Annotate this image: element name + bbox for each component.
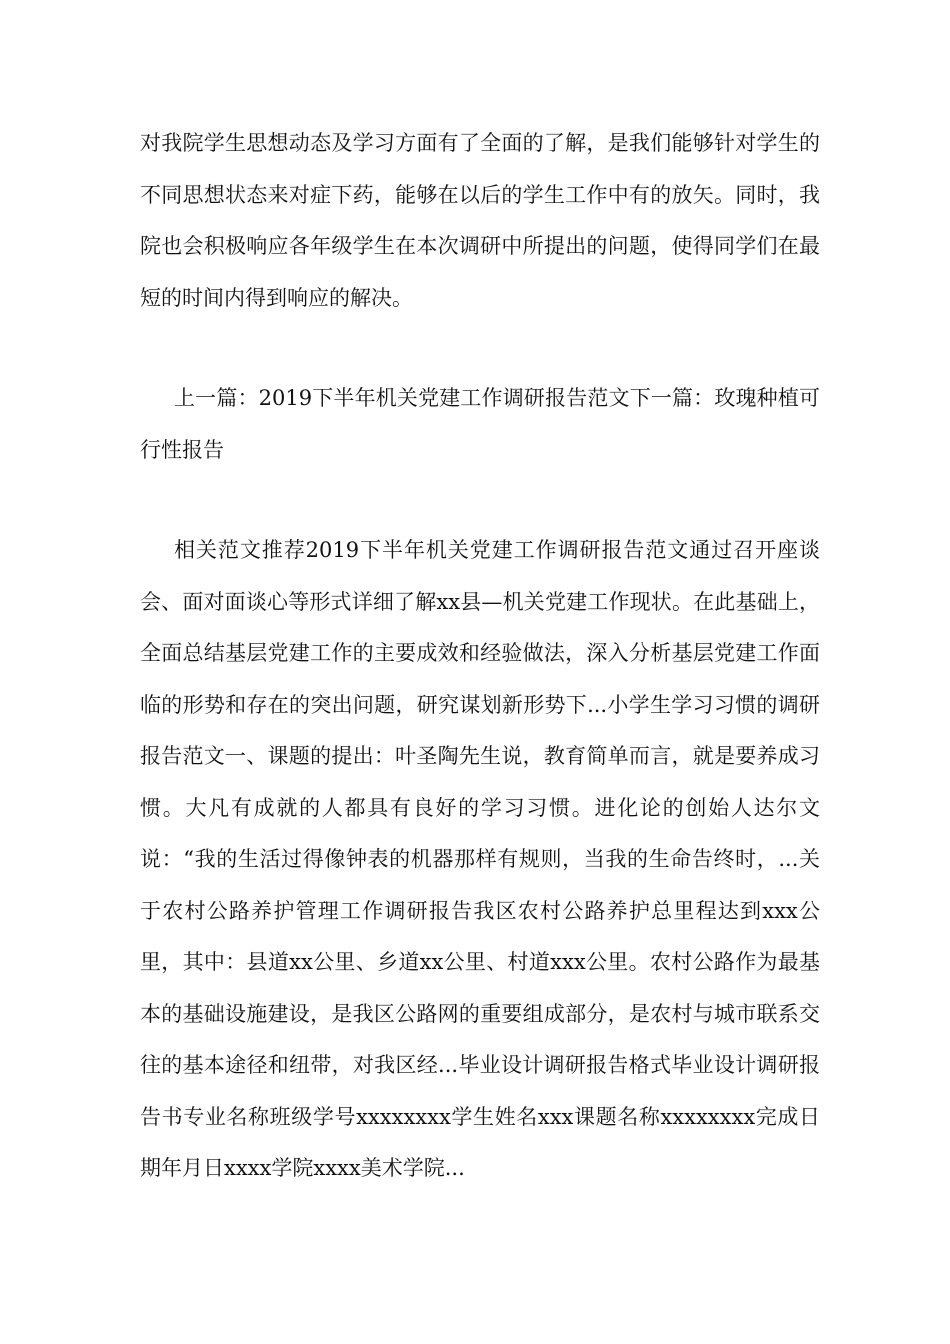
article-navigation[interactable]: 上一篇：2019下半年机关党建工作调研报告范文下一篇：玫瑰种植可行性报告 [140,386,820,462]
closing-paragraph: 对我院学生思想动态及学习方面有了全面的了解，是我们能够针对学生的不同思想状态来对症下药，能够在以后的学生工作中有的放矢。同时，我院也会积极响应各年级学生在本次调研中所提出的问题，使得同学们在最短的时间内得到响应的解决。 [140,131,820,310]
document-page [140,118,820,1195]
related-articles-paragraph[interactable]: 相关范文推荐2019下半年机关党建工作调研报告范文通过召开座谈会、面对面谈心等形式详细了解xx县—机关党建工作现状。在此基础上，全面总结基层党建工作的主要成效和经验做法，深入分析基层党建工作面临的形势和存在的突出问题，研究谋划新形势下...小学生学习习惯的调研报告范文一、课题的提出：叶圣陶先生说，教育简单而言，就是要养成习惯。大凡有成就的人都具有良好的学习习惯。进化论的创始人达尔文说：“我的生活过得像钟表的机器那样有规则，当我的生命告终时，...关于农村公路养护管理工作调研报告我区农村公路养护总里程达到xxx公里，其中：县道xx公里、乡道xx公里、村道xxx公里。农村公路作为最基本的基础设施建设，是我区公路网的重要组成部分，是农村与城市联系交往的基本途径和纽带，对我区经...毕业设计调研报告格式毕业设计调研报告书专业名称班级学号xxxxxxxx学生姓名xxx课题名称xxxxxxxx完成日期年月日xxxx学院xxxx美术学院... [140,538,820,1180]
